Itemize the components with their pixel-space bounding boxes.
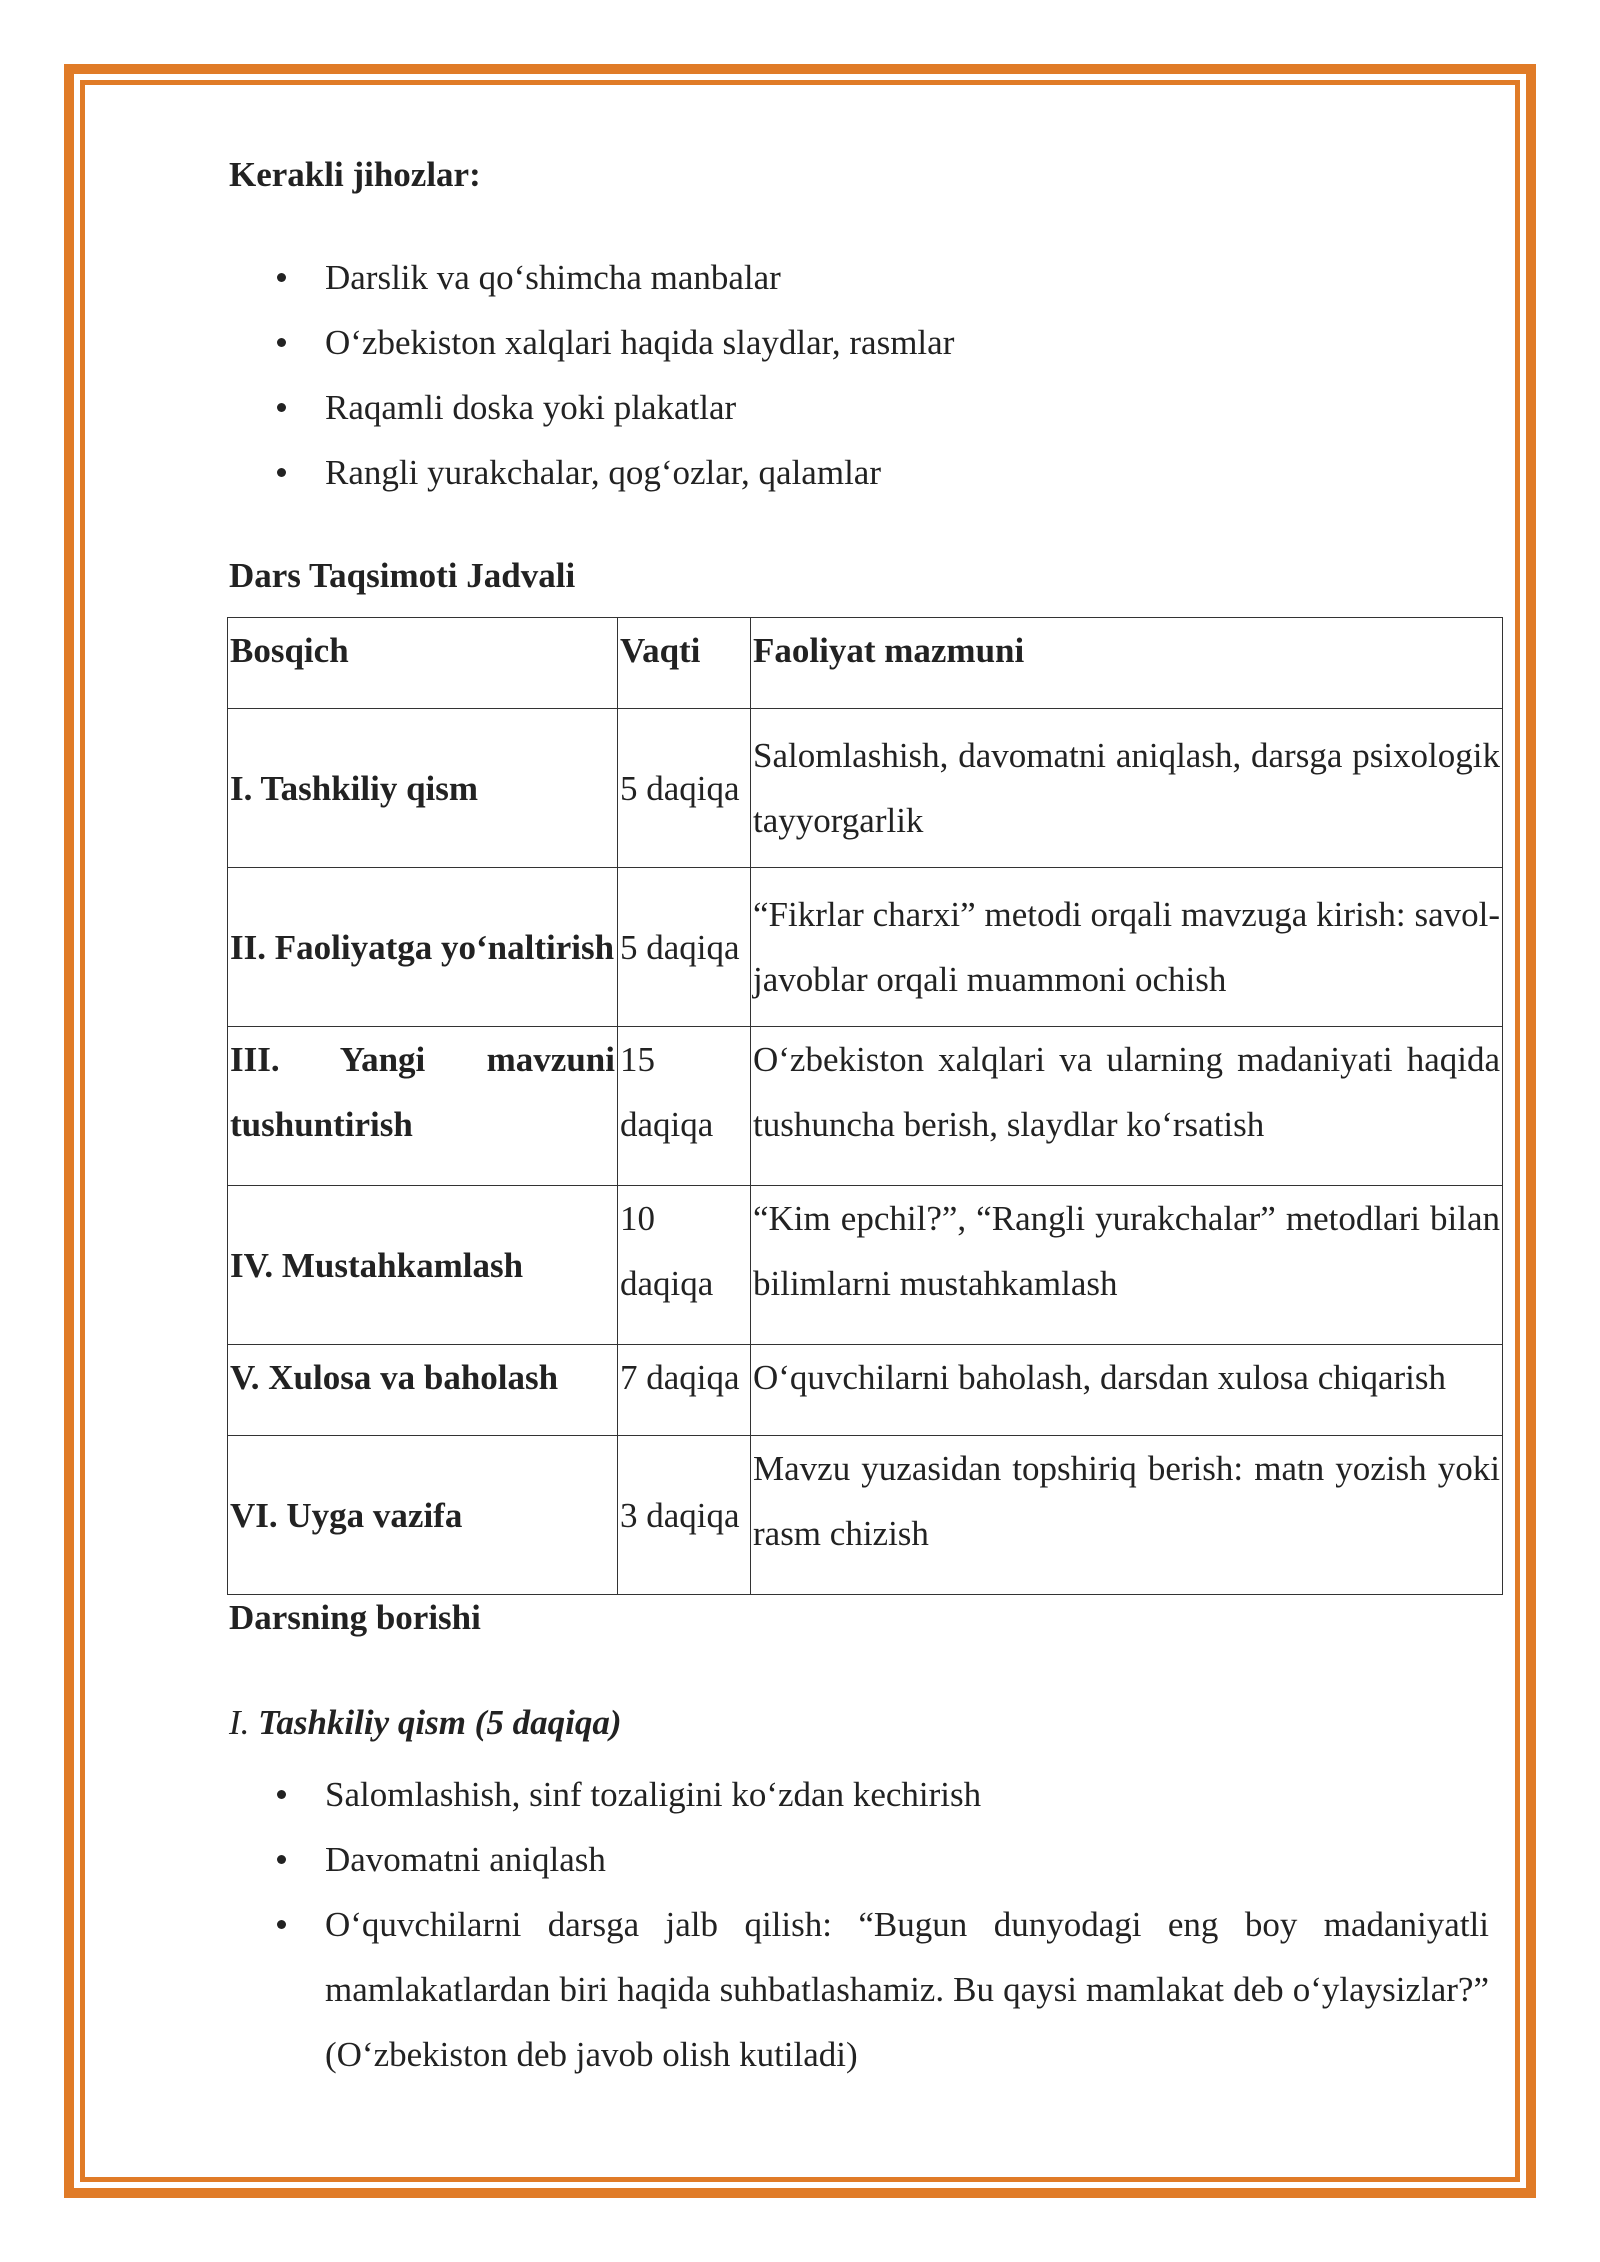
table-row bbox=[228, 1186, 1503, 1345]
content-cell: “Fikrlar charxi” metodi orqali mavzuga kirish: savol-javoblar orqali muammoni ochish bbox=[751, 868, 1503, 1027]
table-row bbox=[228, 709, 1503, 868]
list-item: O‘quvchilarni darsga jalb qilish: “Bugun dunyodagi eng boy madaniyatli mamlakatlardan biri haqida suhbatlashamiz. Bu qaysi mamlakat deb o‘ylaysizlar?” (O‘zbekiston deb javob olish kutiladi) bbox=[229, 1892, 1489, 2087]
bullet-icon bbox=[277, 1855, 286, 1864]
content-cell: O‘zbekiston xalqlari va ularning madaniyati haqida tushuncha berish, slaydlar ko‘rsatish bbox=[751, 1027, 1503, 1186]
column-header: Bosqich bbox=[228, 618, 618, 709]
bullet-icon bbox=[277, 273, 286, 282]
stage-cell: VI. Uyga vazifa bbox=[228, 1436, 618, 1595]
schedule-table bbox=[227, 617, 1503, 1595]
stage-cell: II. Faoliyatga yo‘naltirish bbox=[228, 868, 618, 1027]
time-cell: 5 daqiqa bbox=[618, 868, 751, 1027]
list-item: O‘zbekiston xalqlari haqida slaydlar, rasmlar bbox=[229, 310, 1500, 375]
progress-heading: Darsning borishi bbox=[229, 1598, 481, 1637]
column-header: Faoliyat mazmuni bbox=[751, 618, 1503, 709]
progress-list bbox=[229, 1762, 1489, 2087]
content-cell: O‘quvchilarni baholash, darsdan xulosa chiqarish bbox=[751, 1345, 1503, 1436]
stage-cell: I. Tashkiliy qism bbox=[228, 709, 618, 868]
stage-cell: IV. Mustahkamlash bbox=[228, 1186, 618, 1345]
content-cell: Salomlashish, davomatni aniqlash, darsga psixologik tayyorgarlik bbox=[751, 709, 1503, 868]
list-item: Darslik va qo‘shimcha manbalar bbox=[229, 245, 1500, 310]
stage-cell: V. Xulosa va baholash bbox=[228, 1345, 618, 1436]
bullet-icon bbox=[277, 338, 286, 347]
bullet-icon bbox=[277, 1920, 286, 1929]
time-cell: 10 daqiqa bbox=[618, 1186, 751, 1345]
stage-cell: III. Yangi mavzuni tushuntirish bbox=[228, 1027, 618, 1186]
bullet-icon bbox=[277, 403, 286, 412]
equipment-list bbox=[229, 245, 1500, 505]
equipment-heading: Kerakli jihozlar: bbox=[229, 155, 481, 194]
time-cell: 15 daqiqa bbox=[618, 1027, 751, 1186]
table-row bbox=[228, 1027, 1503, 1186]
list-item: Salomlashish, sinf tozaligini ko‘zdan kechirish bbox=[229, 1762, 1489, 1827]
content-cell: “Kim epchil?”, “Rangli yurakchalar” metodlari bilan bilimlarni mustahkamlash bbox=[751, 1186, 1503, 1345]
column-header: Vaqti bbox=[618, 618, 751, 709]
bullet-icon bbox=[277, 1790, 286, 1799]
list-item: Rangli yurakchalar, qog‘ozlar, qalamlar bbox=[229, 440, 1500, 505]
table-row bbox=[228, 868, 1503, 1027]
table-row bbox=[228, 1345, 1503, 1436]
time-cell: 5 daqiqa bbox=[618, 709, 751, 868]
time-cell: 7 daqiqa bbox=[618, 1345, 751, 1436]
list-item: Raqamli doska yoki plakatlar bbox=[229, 375, 1500, 440]
section-title: I. Tashkiliy qism (5 daqiqa) bbox=[229, 1703, 622, 1742]
content-cell: Mavzu yuzasidan topshiriq berish: matn yozish yoki rasm chizish bbox=[751, 1436, 1503, 1595]
bullet-icon bbox=[277, 468, 286, 477]
schedule-heading: Dars Taqsimoti Jadvali bbox=[229, 556, 576, 595]
table-header-row bbox=[228, 618, 1503, 709]
time-cell: 3 daqiqa bbox=[618, 1436, 751, 1595]
list-item: Davomatni aniqlash bbox=[229, 1827, 1489, 1892]
table-row bbox=[228, 1436, 1503, 1595]
